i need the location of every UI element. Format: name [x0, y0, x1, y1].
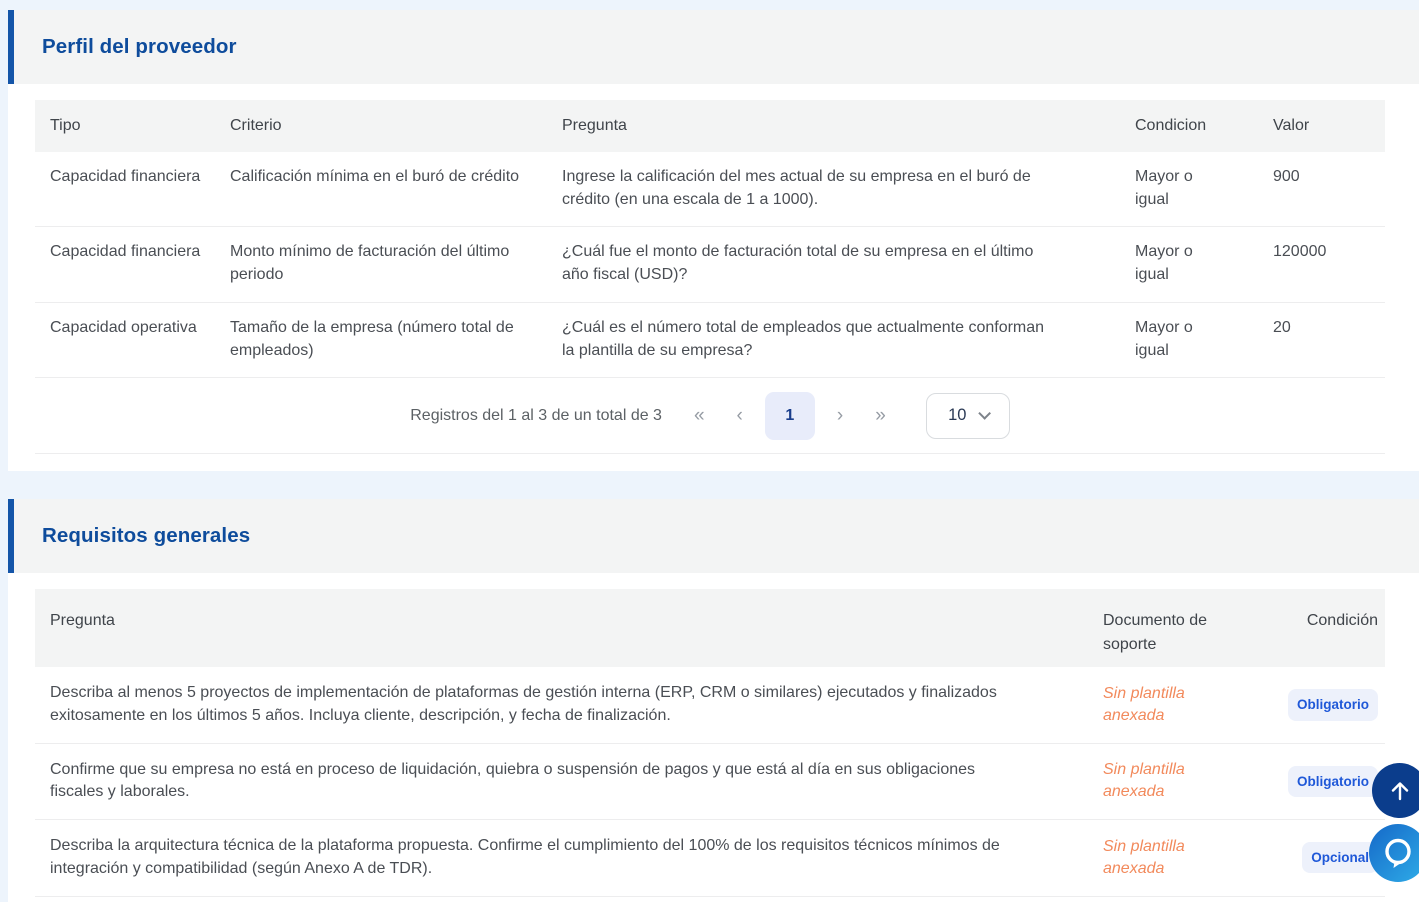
pagination — [35, 378, 1385, 454]
cell-tipo: Capacidad operativa — [50, 318, 197, 336]
column-header-valor: Valor — [1273, 117, 1310, 134]
page-size-select[interactable] — [926, 393, 1010, 439]
table-row — [35, 667, 1385, 743]
cell-pregunta: ¿Cuál fue el monto de facturación total de su empresa en el último año fiscal (USD)? — [562, 243, 1034, 284]
cell-condicion — [1280, 766, 1385, 797]
column-header-criterio: Criterio — [230, 117, 282, 134]
previous-page-icon[interactable]: ‹ — [736, 404, 743, 426]
pagination-summary: Registros del 1 al 3 de un total de 3 — [410, 406, 662, 424]
provider-profile-header — [8, 10, 1419, 84]
provider-profile-table — [35, 100, 1385, 454]
section-title: Perfil del proveedor — [42, 35, 237, 58]
general-requirements-header — [8, 499, 1419, 573]
cell-tipo: Capacidad financiera — [50, 243, 201, 261]
general-requirements-table — [35, 589, 1385, 896]
cell-condicion: Mayor o igual — [1135, 318, 1193, 359]
column-header-tipo: Tipo — [50, 117, 81, 134]
status-badge: Obligatorio — [1288, 689, 1378, 720]
first-page-icon[interactable]: « — [693, 404, 705, 426]
column-header-pregunta: Pregunta — [562, 117, 627, 134]
current-page-button[interactable]: 1 — [765, 392, 815, 440]
cell-criterio: Monto mínimo de facturación del último periodo — [230, 243, 510, 284]
cell-pregunta: Ingrese la calificación del mes actual de su empresa en el buró de crédito (en una escala de 1 a 1000). — [562, 168, 1031, 208]
cell-condicion: Mayor o igual — [1135, 168, 1193, 208]
table-row — [35, 820, 1385, 896]
column-header-condicion: Condicion — [1135, 117, 1207, 134]
cell-pregunta: ¿Cuál es el número total de empleados que actualmente conforman la plantilla de su empresa? — [562, 318, 1045, 359]
table-header-row — [35, 589, 1385, 667]
card-bottom-padding — [8, 454, 1419, 471]
cell-pregunta: Confirme que su empresa no está en proceso de liquidación, quiebra o suspensión de pagos y que está al día en sus obligaciones fiscales y laborales. — [50, 760, 976, 801]
scroll-to-top-button[interactable] — [1372, 763, 1419, 818]
next-page-icon[interactable]: › — [836, 404, 844, 426]
cell-valor: 120000 — [1273, 243, 1327, 261]
column-header-documento: Documento de soporte — [1103, 612, 1208, 654]
cell-pregunta: Describa la arquitectura técnica de la plataforma propuesta. Confirme el cumplimiento del 100% de los requisitos técnicos mínimos de integración y compatibilidad (según Anexo A de TDR). — [50, 837, 1000, 877]
chat-bubble-icon — [1379, 834, 1417, 872]
cell-condicion — [1280, 689, 1385, 720]
provider-profile-section — [8, 10, 1419, 471]
page-size-value: 10 — [948, 406, 967, 425]
chat-button[interactable] — [1369, 824, 1419, 882]
cell-documento-soporte: Sin plantilla anexada — [1103, 684, 1185, 725]
section-title: Requisitos generales — [42, 524, 251, 548]
table-row — [35, 303, 1385, 378]
cell-valor: 20 — [1273, 318, 1291, 336]
cell-condicion: Mayor o igual — [1135, 243, 1193, 284]
table-row — [35, 152, 1385, 227]
table-row — [35, 744, 1385, 820]
arrow-up-icon — [1387, 778, 1413, 804]
cell-tipo: Capacidad financiera — [50, 168, 201, 185]
general-requirements-section — [8, 499, 1419, 902]
cell-documento-soporte: Sin plantilla anexada — [1103, 761, 1185, 801]
column-header-pregunta: Pregunta — [50, 612, 115, 630]
table-header-row — [35, 100, 1385, 152]
cell-valor: 900 — [1273, 168, 1300, 185]
last-page-icon[interactable]: » — [875, 404, 886, 426]
cell-pregunta: Describa al menos 5 proyectos de implementación de plataformas de gestión interna (ERP, CRM o similares) ejecutados y finalizados exitosamente en los últimos 5 años. Incluya cliente, descripción, y fecha de finalización. — [50, 684, 997, 725]
column-header-condicion: Condición — [1306, 612, 1378, 630]
cell-documento-soporte: Sin plantilla anexada — [1103, 837, 1185, 877]
cell-criterio: Tamaño de la empresa (número total de empleados) — [230, 318, 514, 359]
chevron-down-icon — [979, 407, 992, 420]
cell-criterio: Calificación mínima en el buró de crédito — [230, 168, 520, 185]
table-row — [35, 227, 1385, 302]
status-badge: Obligatorio — [1288, 766, 1378, 797]
status-badge: Opcional — [1302, 842, 1378, 873]
